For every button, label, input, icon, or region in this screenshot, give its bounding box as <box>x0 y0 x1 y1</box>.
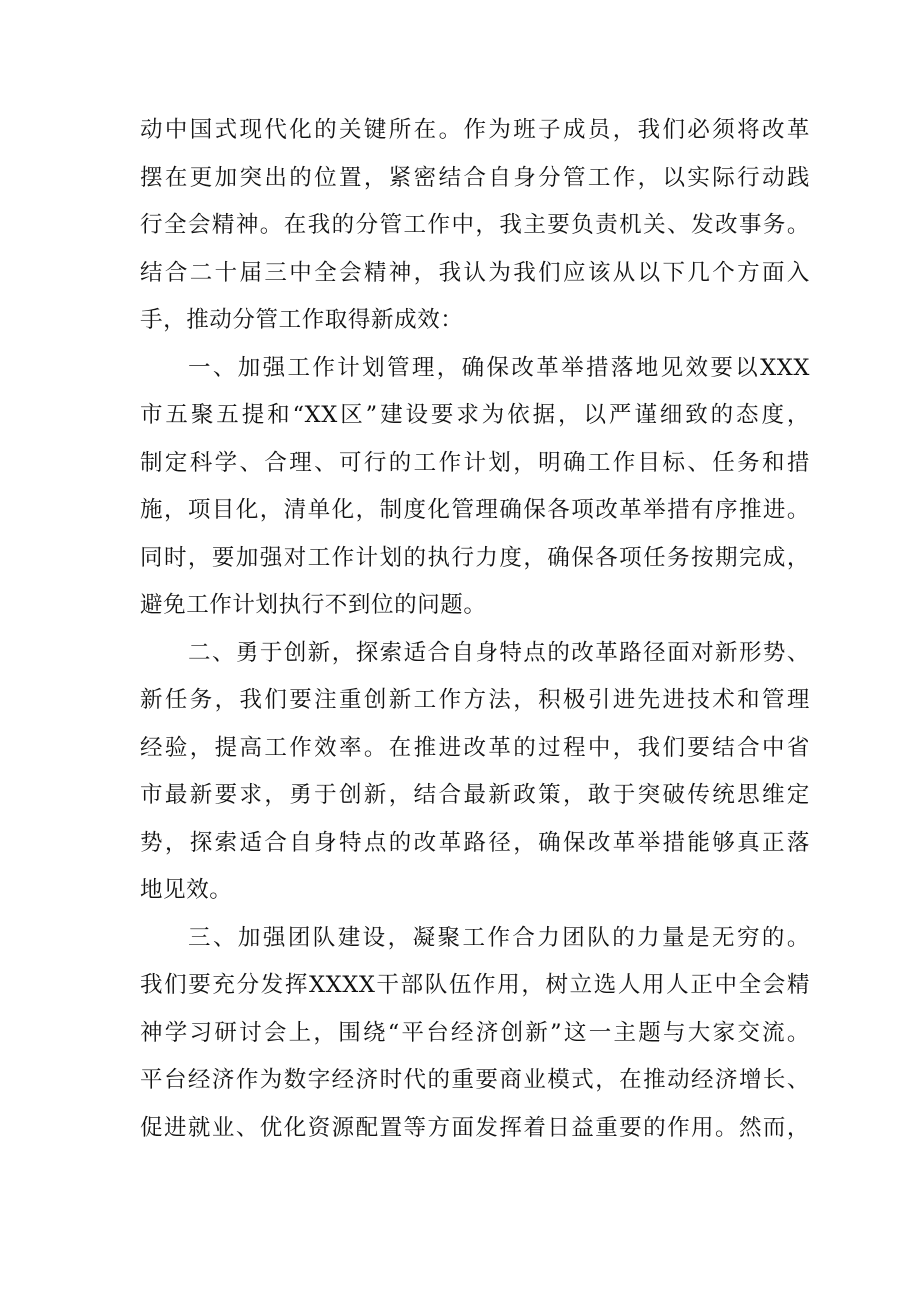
paragraph-line: 手，推动分管工作取得新成效： <box>140 307 464 333</box>
paragraph-line: 新任务，我们要注重创新工作方法，积极引进先进技术和管理 <box>140 687 810 713</box>
paragraph-line: 行全会精神。在我的分管工作中，我主要负责机关、发改事务。 <box>140 212 810 238</box>
paragraph-line: 市最新要求，勇于创新，结合最新政策，敢于突破传统思维定 <box>140 782 810 808</box>
paragraph-line: 施，项目化，清单化，制度化管理确保各项改革举措有序推进。 <box>140 497 810 523</box>
paragraph-1 <box>140 107 810 345</box>
paragraph-line: 同时，要加强对工作计划的执行力度，确保各项任务按期完成， <box>140 544 810 571</box>
paragraph-line: 经验，提高工作效率。在推进改革的过程中，我们要结合中省 <box>140 734 810 761</box>
paragraph-line: 促进就业、优化资源配置等方面发挥着日益重要的作用。然而， <box>140 1114 810 1141</box>
paragraph-line: 神学习研讨会上，围绕“平台经济创新”这一主题与大家交流。 <box>140 1019 810 1046</box>
paragraph-line: 摆在更加突出的位置，紧密结合自身分管工作，以实际行动践 <box>140 164 810 191</box>
document-body <box>140 107 810 1152</box>
paragraph-line: 避免工作计划执行不到位的问题。 <box>140 592 487 618</box>
paragraph-line: 动中国式现代化的关键所在。作为班子成员，我们必须将改革 <box>140 117 810 143</box>
paragraph-line: 地见效。 <box>140 877 233 903</box>
paragraph-line: 一、加强工作计划管理，确保改革举措落地见效要以XXX <box>188 354 810 381</box>
paragraph-line: 二、勇于创新，探索适合自身特点的改革路径面对新形势、 <box>188 639 810 666</box>
paragraph-3 <box>140 630 810 915</box>
paragraph-line: 市五聚五提和“XX区”建设要求为依据，以严谨细致的态度， <box>140 402 810 428</box>
paragraph-line: 制定科学、合理、可行的工作计划，明确工作目标、任务和措 <box>140 449 810 476</box>
paragraph-4 <box>140 915 810 1153</box>
paragraph-2 <box>140 345 810 630</box>
paragraph-line: 平台经济作为数字经济时代的重要商业模式，在推动经济增长、 <box>140 1067 810 1093</box>
paragraph-line: 我们要充分发挥XXXX干部队伍作用，树立选人用人正中全会精 <box>140 972 810 998</box>
paragraph-line: 势，探索适合自身特点的改革路径，确保改革举措能够真正落 <box>140 829 810 856</box>
paragraph-line: 结合二十届三中全会精神，我认为我们应该从以下几个方面入 <box>140 259 810 286</box>
paragraph-line: 三、加强团队建设，凝聚工作合力团队的力量是无穷的。 <box>188 924 810 951</box>
